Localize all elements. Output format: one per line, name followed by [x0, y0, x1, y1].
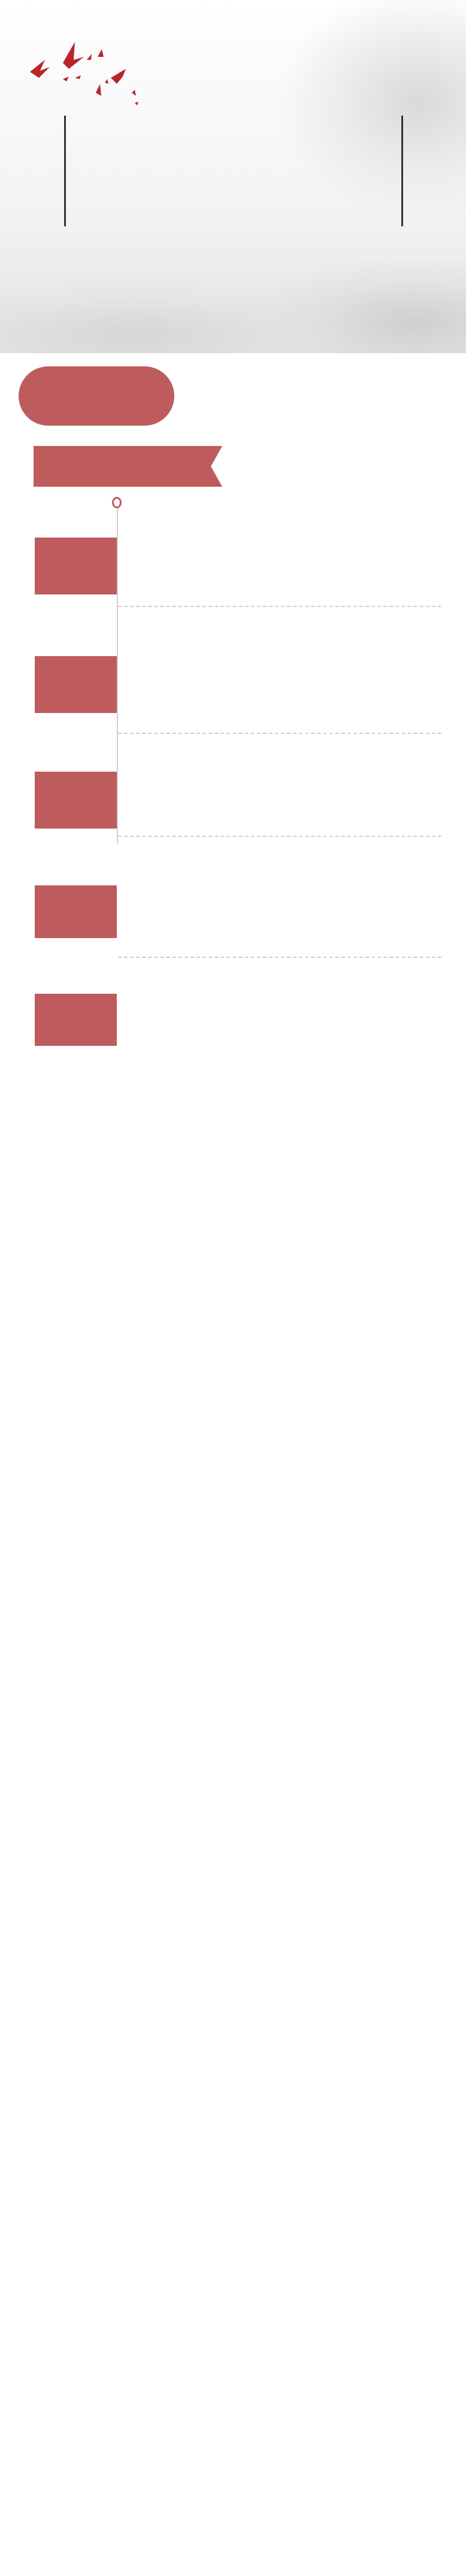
timeline-label	[35, 885, 117, 938]
divider	[118, 957, 441, 958]
timeline-label	[35, 656, 117, 713]
flying-birds-icon	[27, 36, 147, 108]
subheading-market-growth	[34, 446, 222, 487]
title-left-bar	[64, 116, 66, 226]
title-right-bar	[401, 116, 403, 226]
timeline-line	[117, 504, 118, 844]
section-heading-foundation	[19, 366, 174, 426]
divider	[118, 606, 441, 607]
hero-banner	[0, 0, 466, 353]
divider	[118, 733, 441, 734]
timeline-label	[35, 538, 117, 594]
divider	[118, 836, 441, 837]
timeline-dot-icon	[112, 497, 122, 508]
timeline-label	[35, 994, 117, 1046]
timeline-label	[35, 772, 117, 829]
